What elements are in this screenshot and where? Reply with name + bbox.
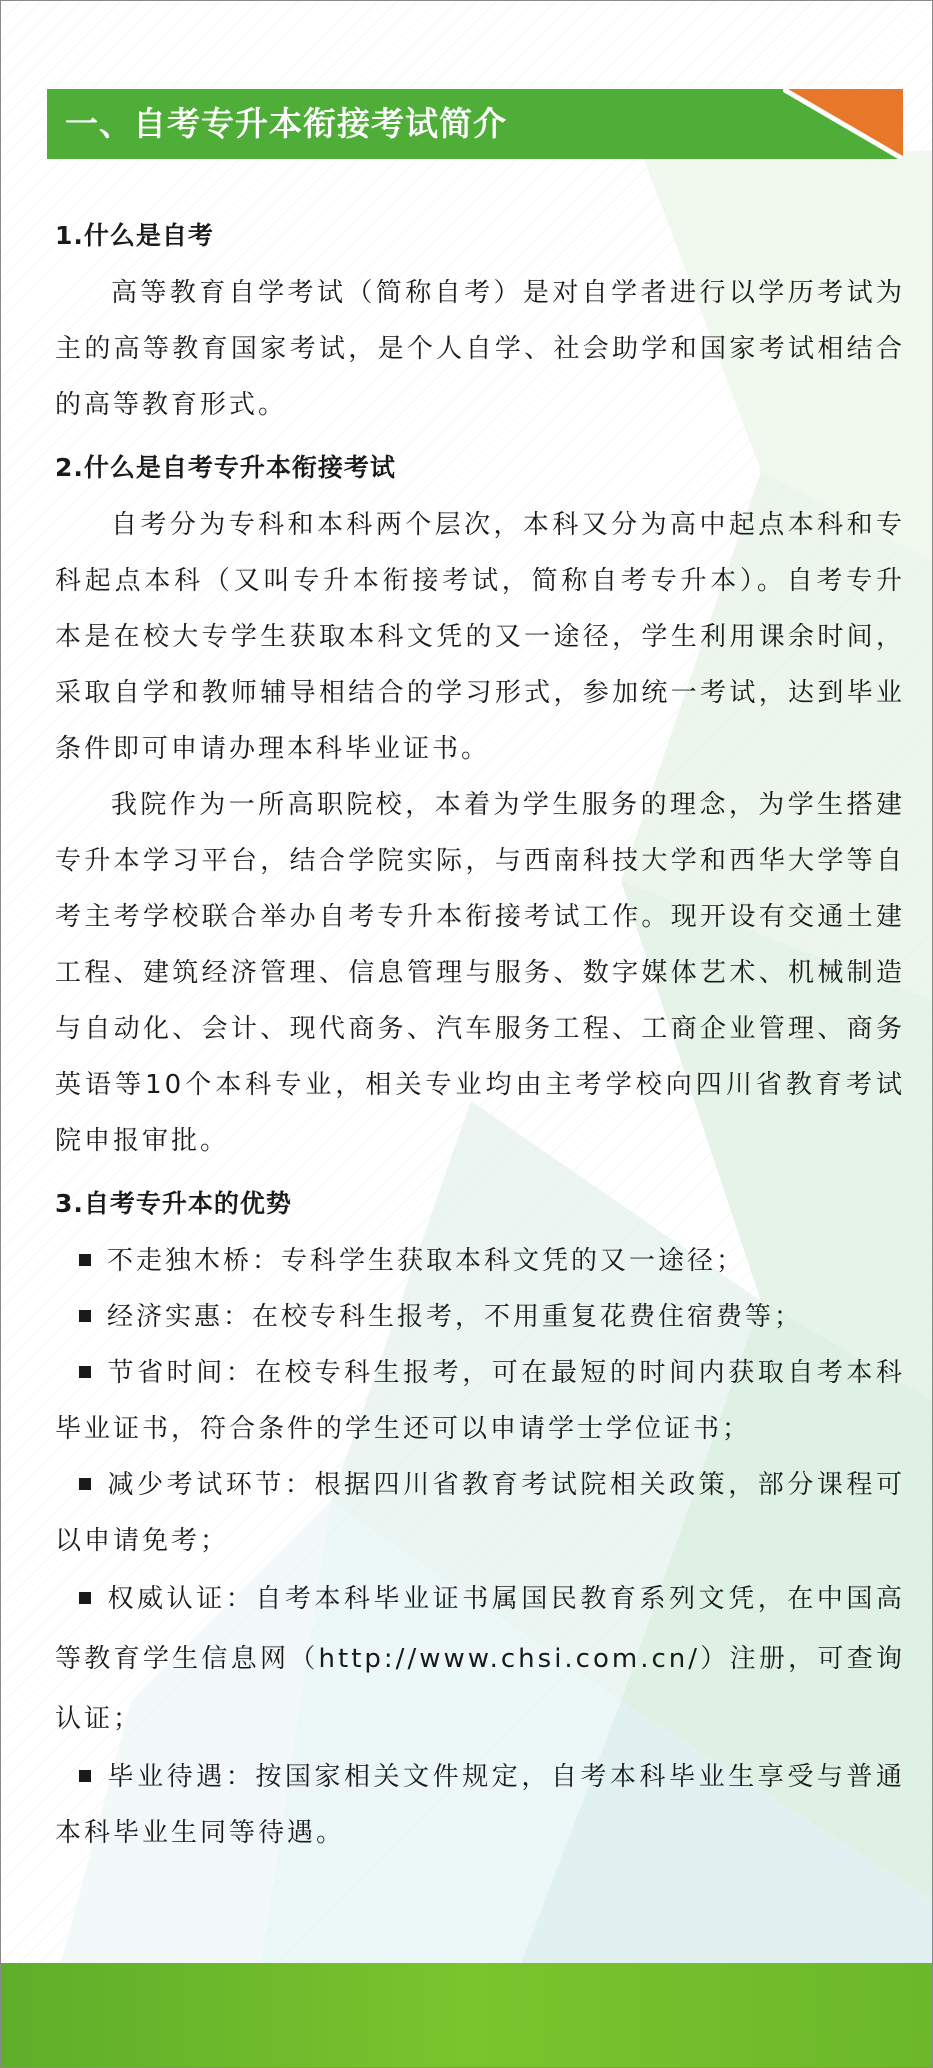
bullet-square-icon bbox=[79, 1310, 91, 1322]
bullet-square-icon bbox=[79, 1254, 91, 1266]
list-item-text: 经济实惠：在校专科生报考，不用重复花费住宿费等； bbox=[107, 1302, 804, 1332]
banner-title: 一、自考专升本衔接考试简介 bbox=[65, 104, 507, 143]
list-item-text: 不走独木桥：专科学生获取本科文凭的又一途径； bbox=[107, 1246, 746, 1276]
paragraph-zhuanshengben-definition: 自考分为专科和本科两个层次，本科又分为高中起点本科和专科起点本科（又叫专升本衔接考试，简称自考专升本）。自考专升本是在校大专学生获取本科文凭的又一途径，学生利用课余时间，采取自学和教师辅导相结合的学习形式，参加统一考试，达到毕业条件即可申请办理本科毕业证书。 bbox=[55, 510, 905, 764]
list-item-text: 毕业待遇：按国家相关文件规定，自考本科毕业生享受与普通本科毕业生同等待遇。 bbox=[55, 1762, 905, 1848]
heading-what-is-zhuanshengben: 2.什么是自考专升本衔接考试 bbox=[55, 453, 396, 482]
paragraph-zikao-definition: 高等教育自学考试（简称自考）是对自学者进行以学历考试为主的高等教育国家考试，是个人自学、社会助学和国家考试相结合的高等教育形式。 bbox=[55, 278, 905, 420]
bullet-square-icon bbox=[79, 1478, 91, 1490]
main-content bbox=[55, 201, 905, 1861]
list-item bbox=[55, 1345, 905, 1457]
list-item bbox=[55, 1457, 905, 1569]
list-item bbox=[55, 1233, 905, 1289]
banner-corner-triangle-icon bbox=[783, 89, 903, 159]
list-item bbox=[55, 1289, 905, 1345]
paragraph-college-programs: 我院作为一所高职院校，本着为学生服务的理念，为学生搭建专升本学习平台，结合学院实际，与西南科技大学和西华大学等自考主考学校联合举办自考专升本衔接考试工作。现开设有交通土建工程、建筑经济管理、信息管理与服务、数字媒体艺术、机械制造与自动化、会计、现代商务、汽车服务工程、工商企业管理、商务英语等10个本科专业，相关专业均由主考学校向四川省教育考试院申报审批。 bbox=[55, 790, 905, 1156]
heading-what-is-zikao: 1.什么是自考 bbox=[55, 221, 214, 250]
bullet-square-icon bbox=[79, 1592, 91, 1604]
section-banner bbox=[47, 89, 903, 159]
bullet-square-icon bbox=[79, 1366, 91, 1378]
bullet-square-icon bbox=[79, 1770, 91, 1782]
footer-green-band bbox=[1, 1963, 933, 2068]
list-item bbox=[55, 1569, 905, 1749]
list-item bbox=[55, 1749, 905, 1861]
list-item-text: 权威认证：自考本科毕业证书属国民教育系列文凭，在中国高等教育学生信息网（http://www.chsi.com.cn/）注册，可查询认证； bbox=[55, 1584, 905, 1734]
list-item-text: 减少考试环节：根据四川省教育考试院相关政策，部分课程可以申请免考； bbox=[55, 1470, 905, 1556]
advantages-list bbox=[55, 1233, 905, 1861]
list-item-text: 节省时间：在校专科生报考，可在最短的时间内获取自考本科毕业证书，符合条件的学生还可以申请学士学位证书； bbox=[55, 1358, 905, 1444]
heading-advantages: 3.自考专升本的优势 bbox=[55, 1189, 292, 1218]
